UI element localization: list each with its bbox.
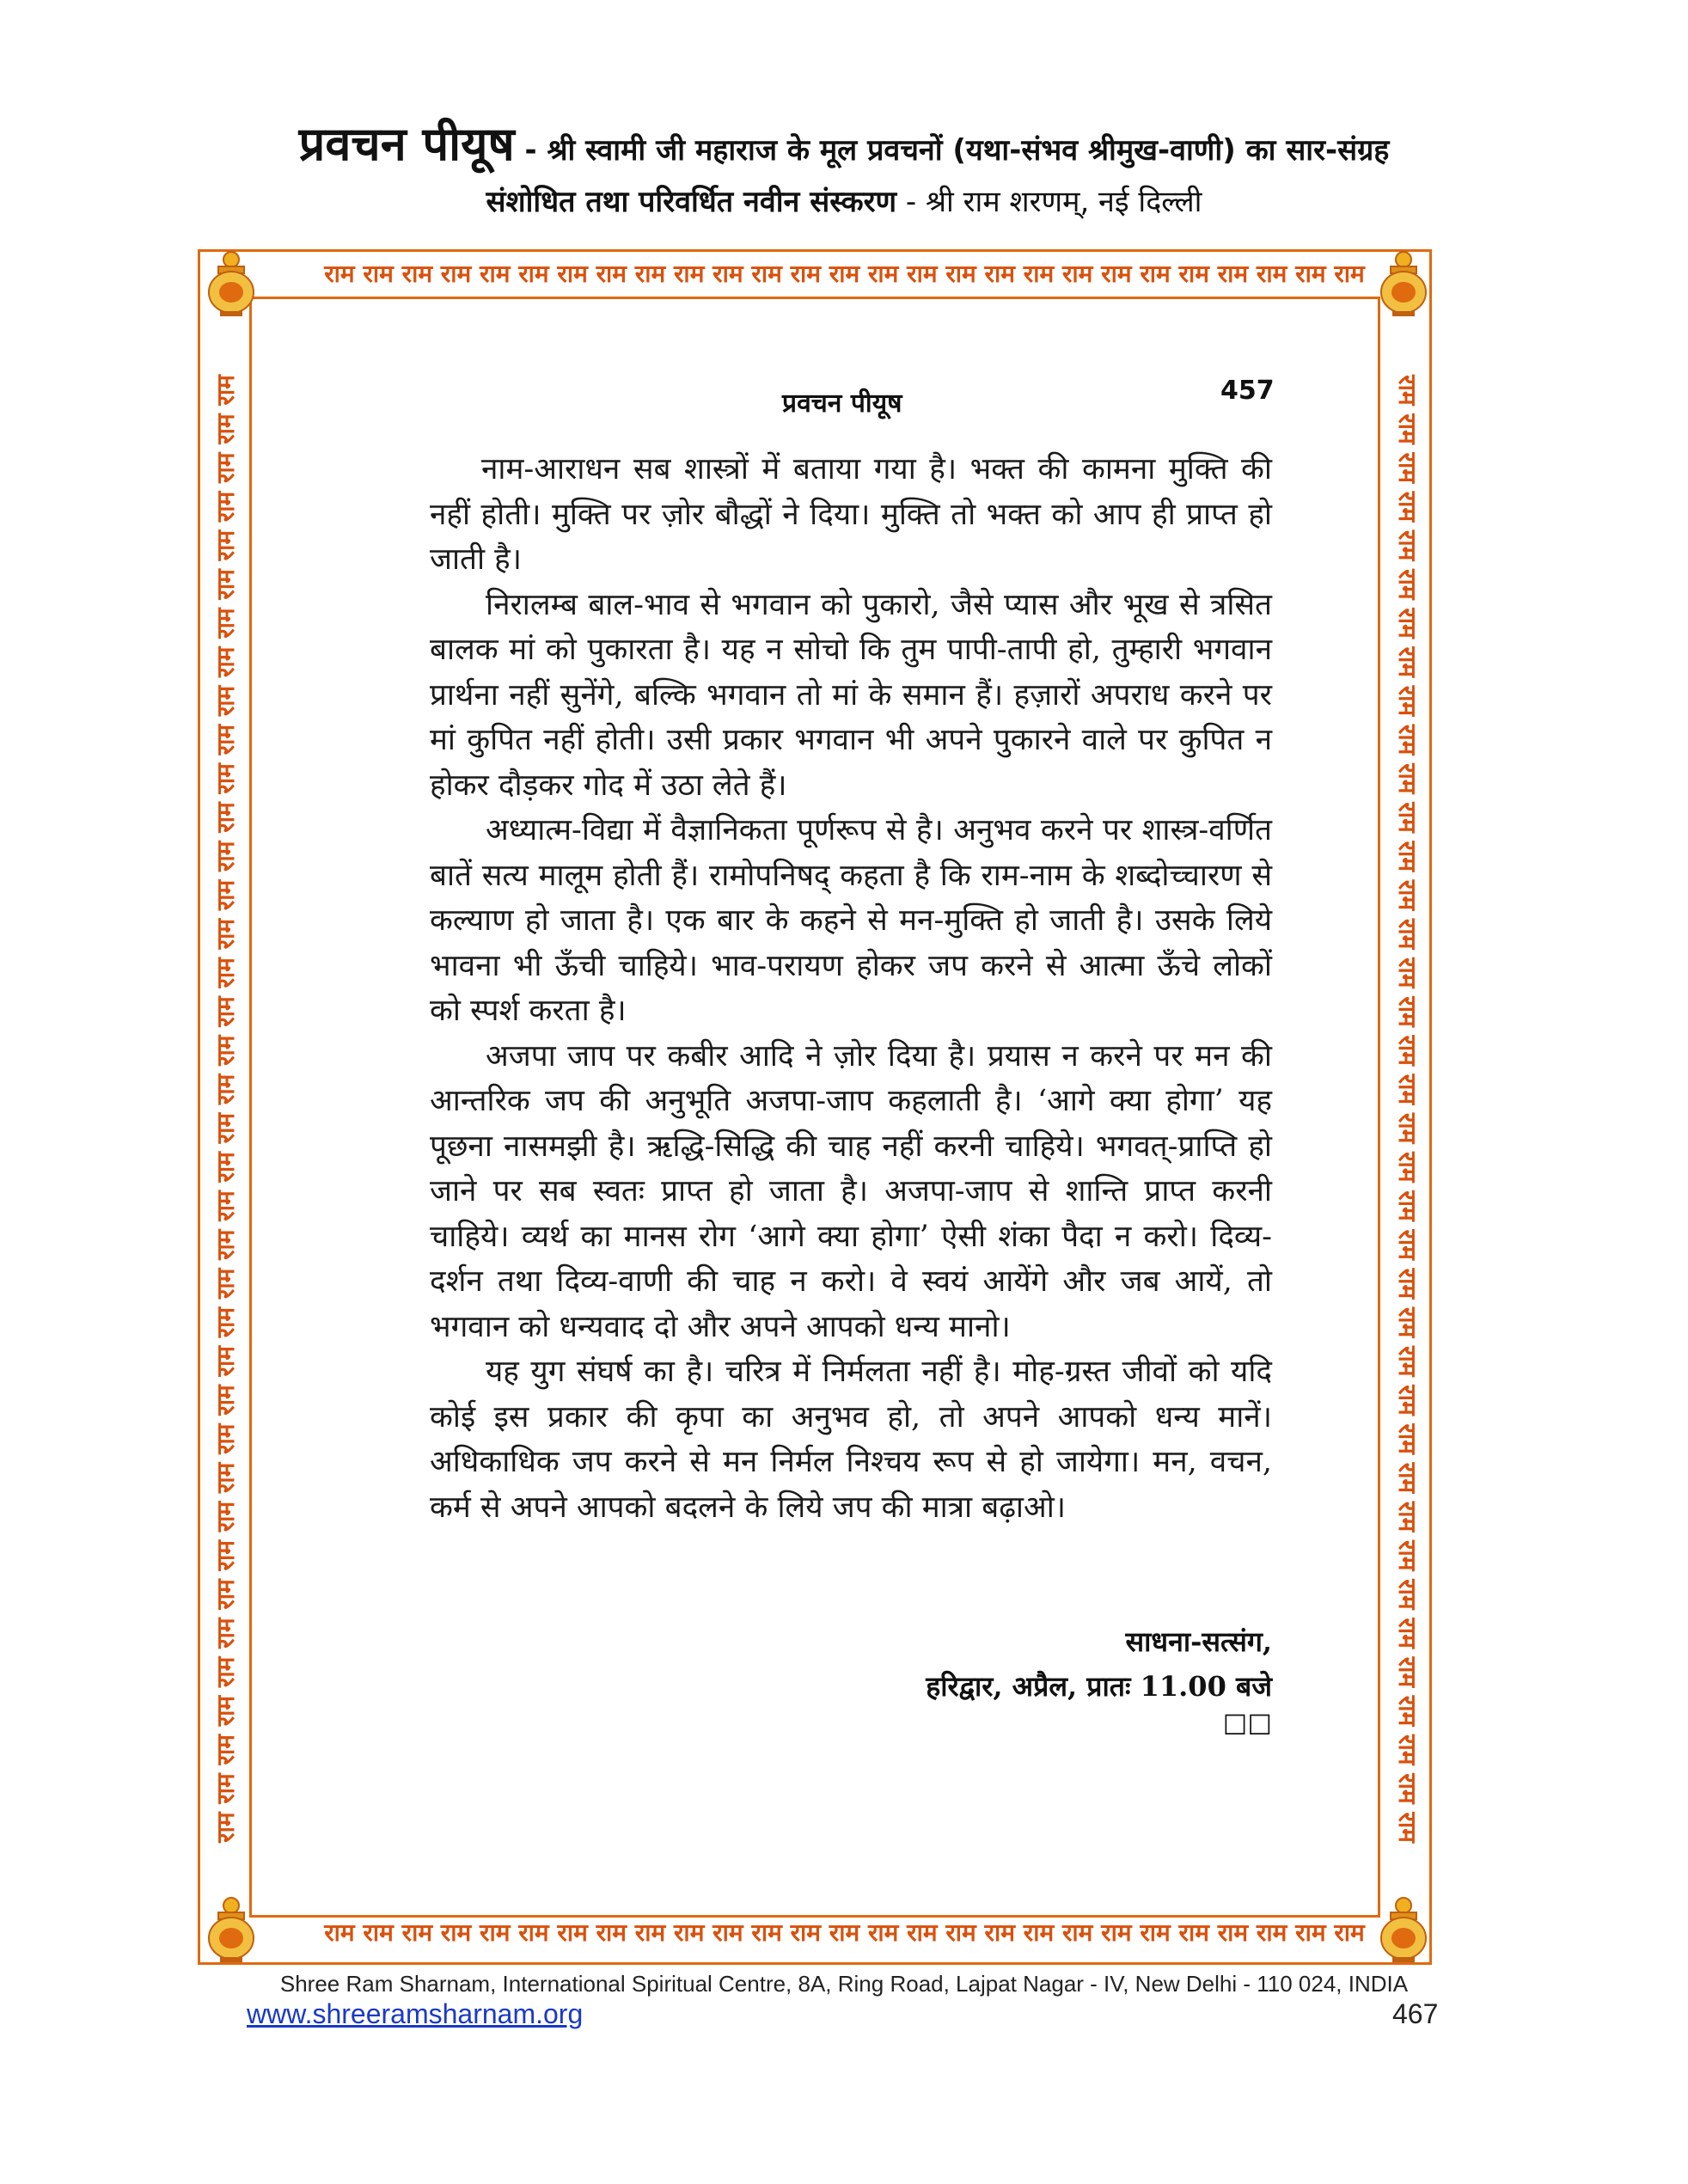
border-top-text: राम राम राम राम राम राम राम राम राम राम राम राम राम राम राम राम राम राम राम राम राम राम राम राम राम राम राम [324,260,1365,288]
paragraph: निरालम्ब बाल-भाव से भगवान को पुकारो, जैसे प्यास और भूख से त्रसित बालक मां को पुकारता है। यह न सोचो कि तुम पापी-तापी हो, तुम्हारी भगवान प्रार्थना नहीं सुनेंगे, बल्कि भगवान तो मां के समान हैं। हज़ारों अपराध करने पर मां कुपित नहीं होती। उसी प्रकार भगवान भी अपने पुकारने वाले पर कुपित न होकर दौड़कर गोद में उठा लेते हैं। [430,587,1273,803]
paragraph: यह युग संघर्ष का है। चरित्र में निर्मलता नहीं है। मोह-ग्रस्त जीवों को यदि कोई इस प्रकार की कृपा का अनुभव हो, तो अपने आपको धन्य मानें। अधिकाधिक जप करने से मन निर्मल निश्चय रूप से हो जायेगा। मन, वचन, कर्म से अपने आपको बदलने के लिये जप की मात्रा बढ़ाओ। [430,1355,1272,1525]
signature-line-2: हरिद्वार, अप्रैल, प्रातः 11.00 बजे [926,1670,1272,1703]
footer-website-link[interactable]: www.shreeramsharnam.org [247,1998,584,2029]
border-left-text: राम राम राम राम राम राम राम राम राम राम राम राम राम राम राम राम राम राम राम राम राम राम राम राम राम राम राम राम राम राम राम राम राम राम राम राम राम राम [211,375,240,1843]
paragraph: अध्यात्म-विद्या में वैज्ञानिकता पूर्णरूप से है। अनुभव करने पर शास्त्र-वर्णित बातें सत्य मालूम होती हैं। रामोपनिषद् कहता है कि राम-नाम के शब्दोच्चारण से कल्याण हो जाता है। एक बार के कहने से मन-मुक्ति हो जाती है। उसके लिये भावना भी ऊँची चाहिये। भाव-परायण होकर जप करने से आत्मा ऊँचे लोकों को स्पर्श करता है। [430,813,1272,1028]
subheader-bold: संशोधित तथा परिवर्धित नवीन संस्करण [486,185,897,219]
body-text [430,447,1272,1530]
kalash-icon [1375,1895,1432,1964]
footer-page-number: 467 [1392,1998,1439,2029]
paragraph: अजपा जाप पर कबीर आदि ने ज़ोर दिया है। प्रयास न करने पर मन की आन्तरिक जप की अनुभूति अजपा-जाप कहलाती है। ‘आगे क्या होगा’ यह पूछना नासमझी है। ऋद्धि-सिद्धि की चाह नहीं करनी चाहिये। भगवत्-प्राप्ति हो जाने पर सब स्वतः प्राप्त हो जाता है। अजपा-जाप से शान्ति प्राप्त करनी चाहिये। व्यर्थ का मानस रोग ‘आगे क्या होगा’ ऐसी शंका पैदा न करो। दिव्य-दर्शन तथा दिव्य-वाणी की चाह न करो। वे स्वयं आयेंगे और जब आयें, तो भगवान को धन्यवाद दो और अपने आपको धन्य मानो। [430,1038,1272,1344]
footer-address: Shree Ram Sharnam, International Spiritual Centre, 8A, Ring Road, Lajpat Nagar - IV, New Delhi - 110 024, INDIA [279,1971,1409,1997]
kalash-icon [1375,249,1432,318]
book-running-title: प्रवचन पीयूष [782,388,902,419]
kalash-icon [203,249,260,318]
signature-line-1: साधना-सत्संग, [1125,1625,1272,1658]
document-subheader [0,180,1688,220]
document-header [0,110,1688,174]
border-right-column [1385,327,1428,1891]
border-right-text: राम राम राम राम राम राम राम राम राम राम राम राम राम राम राम राम राम राम राम राम राम राम राम राम राम राम राम राम राम राम राम राम राम राम राम राम राम राम [1393,375,1422,1843]
book-page-number: 457 [1220,376,1275,406]
header-title-rest: - श्री स्वामी जी महाराज के मूल प्रवचनों (यथा-संभव श्रीमुख-वाणी) का सार-संग्रह [514,133,1390,168]
subheader-rest: - श्री राम शरणम्, नई दिल्ली [896,185,1202,219]
kalash-icon [203,1895,260,1964]
paragraph: नाम-आराधन सब शास्त्रों में बताया गया है। भक्त की कामना मुक्ति की नहीं होती। मुक्ति पर ज़ोर बौद्धों ने दिया। मुक्ति तो भक्त को आप ही प्राप्त हो जाती है। [430,452,1272,577]
border-bottom-text: राम राम राम राम राम राम राम राम राम राम राम राम राम राम राम राम राम राम राम राम राम राम राम राम राम राम राम [324,1918,1365,1947]
header-title: प्रवचन पीयूष [298,117,515,171]
border-left-column [205,327,248,1891]
end-mark: ☐☐ [1222,1709,1272,1741]
